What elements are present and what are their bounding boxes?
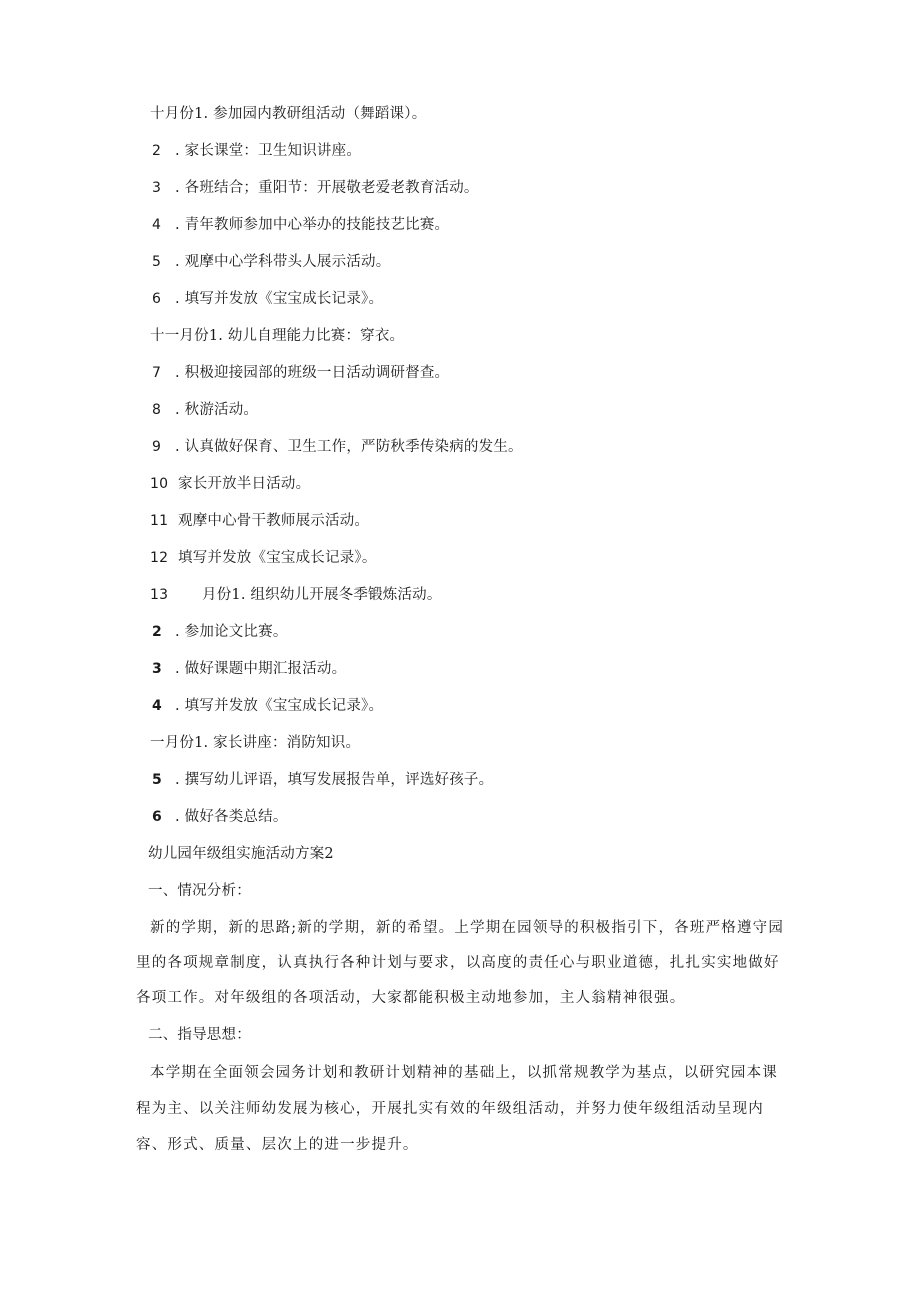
- list-item: [152, 437, 523, 457]
- list-item-number: 3: [152, 180, 162, 196]
- list-item: [152, 807, 288, 827]
- list-item: [152, 363, 449, 383]
- list-item-text: . 观摩中心学科带头人展示活动。: [175, 254, 391, 270]
- list-item-number: 9: [152, 439, 162, 455]
- list-item: [152, 659, 346, 679]
- list-item: [152, 696, 383, 716]
- list-item-text: . 家长课堂：卫生知识讲座。: [175, 143, 362, 159]
- list-item-number: 2: [152, 143, 162, 159]
- list-item: [152, 400, 258, 420]
- list-item-text: 观摩中心骨干教师展示活动。: [178, 513, 370, 529]
- list-item: [150, 474, 310, 494]
- list-item-text: . 填写并发放《宝宝成长记录》。: [175, 291, 384, 307]
- paragraph-line: 里的各项规章制度，认真执行各种计划与要求，以高度的责任心与职业道德，扎扎实实地做好: [136, 955, 780, 971]
- list-item-number: 8: [152, 402, 162, 418]
- october-heading-line: [150, 104, 426, 124]
- december-number: 13: [150, 587, 169, 603]
- section-heading-situation-analysis: 一、情况分析：: [148, 883, 251, 899]
- list-item-number: 3: [152, 661, 162, 677]
- list-item: [152, 178, 479, 198]
- list-item-number: 6: [152, 291, 162, 307]
- list-item: [150, 548, 377, 568]
- list-item: [152, 770, 493, 790]
- january-label: 一月份: [150, 735, 195, 751]
- list-item-number: 4: [152, 698, 162, 714]
- paragraph-line: 程为主、以关注师幼发展为核心，开展扎实有效的年级组活动，并努力使年级组活动呈现内: [136, 1101, 764, 1117]
- list-item-text: . 秋游活动。: [175, 402, 259, 418]
- december-heading-line: [150, 585, 442, 605]
- list-item-number: 5: [152, 772, 162, 788]
- list-item-number: 2: [152, 624, 162, 640]
- list-item-number: 6: [152, 809, 162, 825]
- section-heading-guiding-ideology: 二、指导思想：: [148, 1027, 251, 1043]
- list-item-text: . 参加论文比赛。: [175, 624, 288, 640]
- list-item-number: 7: [152, 365, 162, 381]
- list-item-text: . 积极迎接园部的班级一日活动调研督查。: [175, 365, 450, 381]
- list-item-number: 12: [150, 550, 169, 566]
- list-item: [152, 252, 390, 272]
- list-item-number: 5: [152, 254, 162, 270]
- list-item: [152, 141, 361, 161]
- list-item-text: . 做好课题中期汇报活动。: [175, 661, 347, 677]
- list-item: [152, 215, 449, 235]
- list-item-text: 家长开放半日活动。: [178, 476, 311, 492]
- october-first-item: 1. 参加园内教研组活动（舞蹈课）。: [194, 106, 427, 122]
- paragraph-line: 本学期在全面领会园务计划和教研计划精神的基础上，以抓常规教学为基点，以研究园本课: [150, 1065, 778, 1081]
- paragraph-line: 新的学期，新的思路;新的学期，新的希望。上学期在园领导的积极指引下，各班严格遵守园: [150, 920, 785, 936]
- list-item-text: . 青年教师参加中心举办的技能技艺比赛。: [175, 217, 450, 233]
- list-item-number: 10: [150, 476, 169, 492]
- january-heading-line: [150, 733, 360, 753]
- list-item-text: . 各班结合；重阳节：开展敬老爱老教育活动。: [175, 180, 479, 196]
- list-item-text: 填写并发放《宝宝成长记录》。: [178, 550, 377, 566]
- december-first-item: 1. 组织幼儿开展冬季锻炼活动。: [231, 587, 442, 603]
- list-item-number: 4: [152, 217, 162, 233]
- list-item-number: 11: [150, 513, 169, 529]
- list-item-text: . 填写并发放《宝宝成长记录》。: [175, 698, 384, 714]
- list-item-text: . 认真做好保育、卫生工作，严防秋季传染病的发生。: [175, 439, 523, 455]
- october-label: 十月份: [150, 106, 195, 122]
- plan-title: 幼儿园年级组实施活动方案2: [148, 846, 334, 862]
- january-first-item: 1. 家长讲座：消防知识。: [194, 735, 361, 751]
- list-item-text: . 撰写幼儿评语，填写发展报告单，评选好孩子。: [175, 772, 494, 788]
- list-item-text: . 做好各类总结。: [175, 809, 288, 825]
- november-first-item: 1. 幼儿自理能力比赛：穿衣。: [208, 328, 405, 344]
- list-item: [150, 511, 369, 531]
- paragraph-line: 各项工作。对年级组的各项活动，大家都能积极主动地参加，主人翁精神很强。: [136, 990, 686, 1006]
- november-heading-line: [150, 326, 404, 346]
- list-item: [152, 622, 288, 642]
- december-label: 月份: [202, 587, 232, 603]
- paragraph-line: 容、形式、质量、层次上的进一步提升。: [136, 1137, 419, 1153]
- november-label: 十一月份: [150, 328, 209, 344]
- list-item: [152, 289, 383, 309]
